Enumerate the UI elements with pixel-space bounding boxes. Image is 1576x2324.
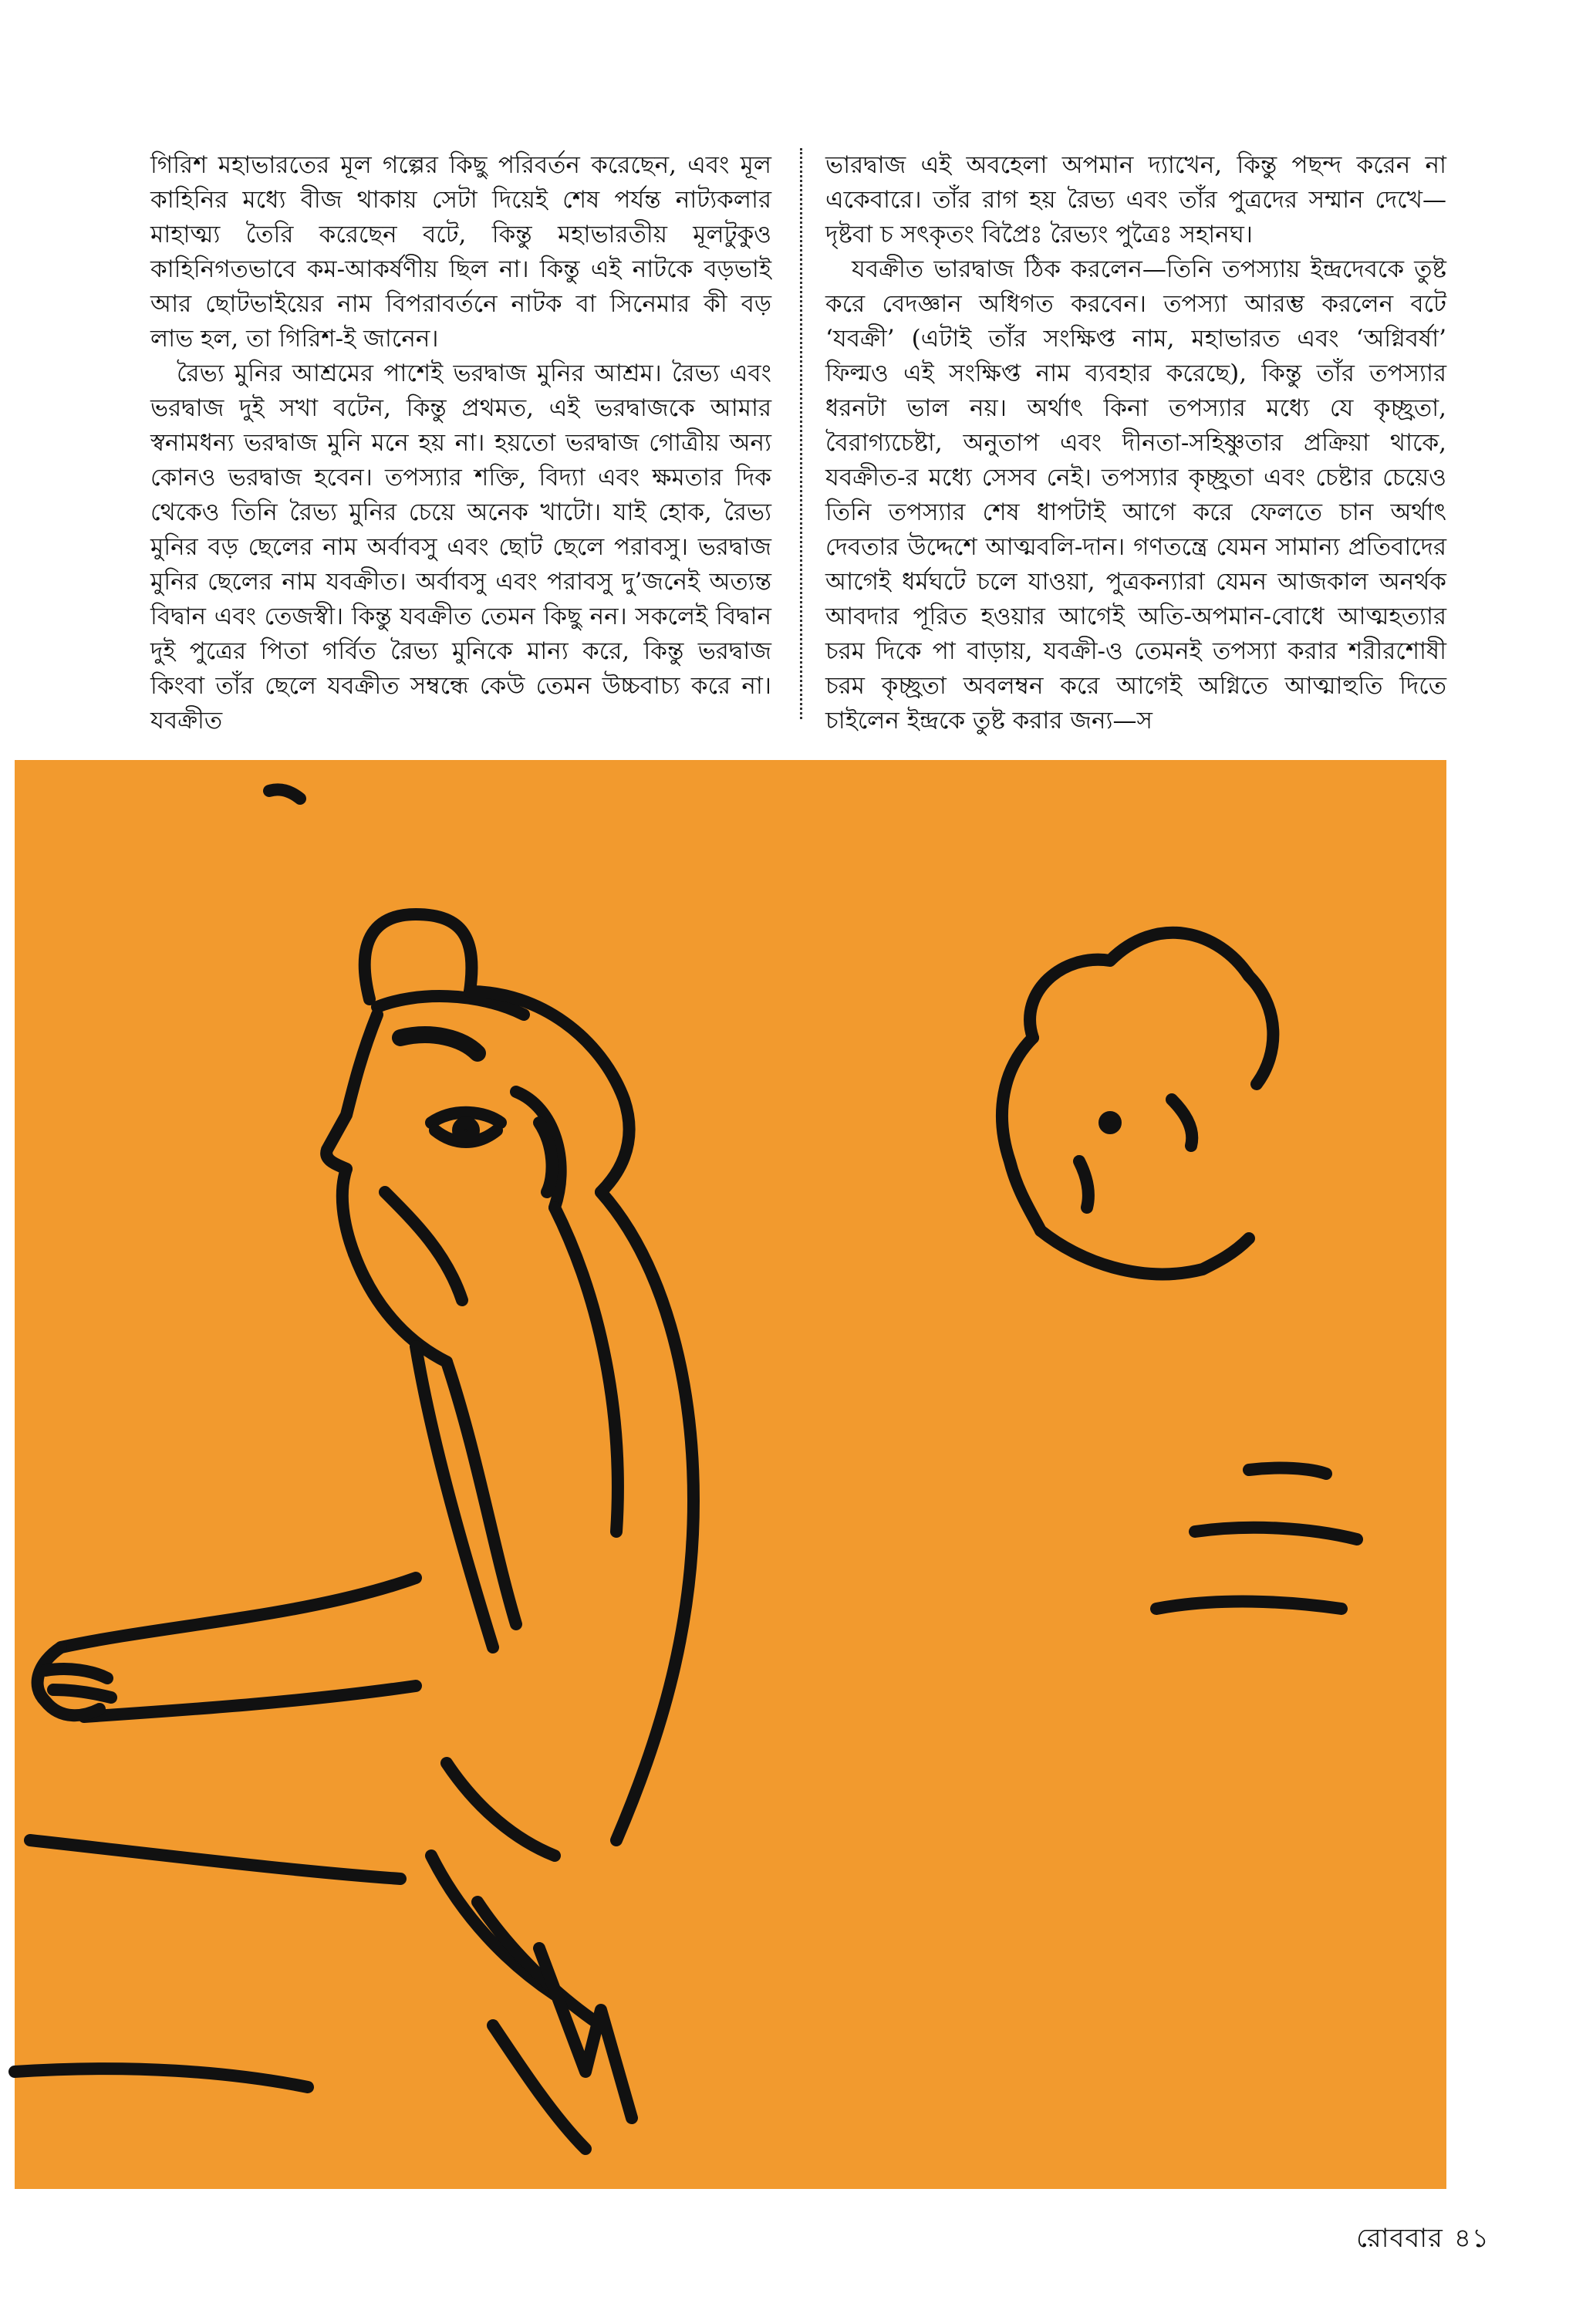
paragraph: গিরিশ মহাভারতের মূল গল্পের কিছু পরিবর্তন করেছেন, এবং মূল কাহিনির মধ্যে বীজ থাকায় সেটা দিয়েই শেষ পর্যন্ত নাট্যকলার মাহাত্ম্য তৈরি করেছেন বটে, কিন্তু মহাভারতীয় মূলটুকুও কাহিনিগতভাবে কম-আকর্ষণীয় ছিল না। কিন্তু এই নাটকে বড়ভাই আর ছোটভাইয়ের নাম বিপরাবর্তনে নাটক বা সিনেমার কী বড় লাভ হল, তা গিরিশ-ই জানেন। <box>150 151 771 353</box>
paragraph: যবক্রীত ভারদ্বাজ ঠিক করলেন—তিনি তপস্যায় ইন্দ্রদেবকে তুষ্ট করে বেদজ্ঞান অধিগত করবেন। তপস্যা আরম্ভ করলেন বটে ‘যবক্রী’ (এটাই তাঁর সংক্ষিপ্ত নাম, মহাভারত এবং ‘অগ্নিবর্ষা’ ফিল্মও এই সংক্ষিপ্ত নাম ব্যবহার করেছে), কিন্তু তাঁর তপস্যার ধরনটা ভাল নয়। অর্থাৎ কিনা তপস্যার মধ্যে যে কৃচ্ছ্রতা, বৈরাগ্যচেষ্টা, অনুতাপ এবং দীনতা-সহিষ্ণুতার প্রক্রিয়া থাকে, যবক্রীত-র মধ্যে সেসব নেই। তপস্যার কৃচ্ছ্রতা এবং চেষ্টার চেয়েও তিনি তপস্যার শেষ ধাপটাই আগে করে ফেলতে চান অর্থাৎ দেবতার উদ্দেশে আত্মবলি-দান। গণতন্ত্রে যেমন সামান্য প্রতিবাদের আগেই ধর্মঘটে চলে যাওয়া, পুত্রকন্যারা যেমন আজকাল অনর্থক আবদার পূরিত হওয়ার আগেই অতি-অপমান-বোধে আত্মহত্যার চরম দিকে পা বাড়ায়, যবক্রী-ও তেমনই তপস্যা করার শরীরশোষী চরম কৃচ্ছ্রতা অবলম্বন করে আগেই অগ্নিতে আত্মাহুতি দিতে চাইলেন ইন্দ্রকে তুষ্ট করার জন্য—স <box>825 255 1446 735</box>
brush-drawing <box>15 760 1446 2189</box>
article-column-right <box>825 148 1446 735</box>
page-folio <box>1356 2223 1490 2254</box>
sage-illustration <box>15 760 1446 2189</box>
column-divider <box>800 148 802 719</box>
paragraph: ভারদ্বাজ এই অবহেলা অপমান দ্যাখেন, কিন্তু পছন্দ করেন না একেবারে। তাঁর রাগ হয় রৈভ্য এবং তাঁর পুত্রদের সম্মান দেখে—দৃষ্টবা চ সৎকৃতং বিপ্রৈঃ রৈভ্যং পুত্রৈঃ সহানঘ। <box>825 151 1446 248</box>
paragraph: রৈভ্য মুনির আশ্রমের পাশেই ভরদ্বাজ মুনির আশ্রম। রৈভ্য এবং ভরদ্বাজ দুই সখা বটেন, কিন্তু প্রথমত, এই ভরদ্বাজকে আমার স্বনামধন্য ভরদ্বাজ মুনি মনে হয় না। হয়তো ভরদ্বাজ গোত্রীয় অন্য কোনও ভরদ্বাজ হবেন। তপস্যার শক্তি, বিদ্যা এবং ক্ষমতার দিক থেকেও তিনি রৈভ্য মুনির চেয়ে অনেক খাটো। যাই হোক, রৈভ্য মুনির বড় ছেলের নাম অর্বাবসু এবং ছোট ছেলে পরাবসু। ভরদ্বাজ মুনির ছেলের নাম যবক্রীত। অর্বাবসু এবং পরাবসু দু’জনেই অত্যন্ত বিদ্বান এবং তেজস্বী। কিন্তু যবক্রীত তেমন কিছু নন। সকলেই বিদ্বান দুই পুত্রের পিতা গর্বিত রৈভ্য মুনিকে মান্য করে, কিন্তু ভরদ্বাজ কিংবা তাঁর ছেলে যবক্রীত সম্বন্ধে কেউ তেমন উচ্চবাচ্য করে না। যবক্রীত <box>150 360 771 735</box>
article-column-left <box>150 148 771 735</box>
page-number: ৪১ <box>1453 2223 1490 2254</box>
magazine-name: রোববার <box>1356 2223 1443 2254</box>
